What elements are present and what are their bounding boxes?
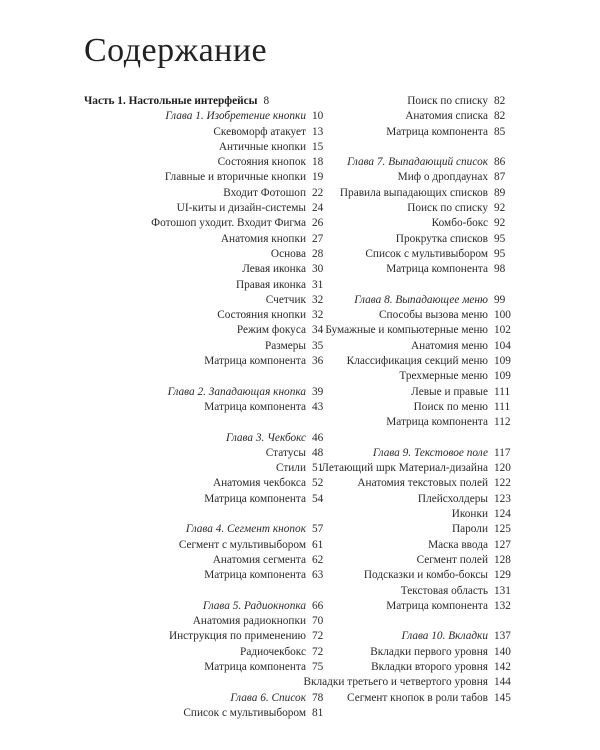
toc-entry-page: 24 — [312, 202, 324, 215]
toc-entry-title: Матрица компонента — [204, 660, 306, 673]
toc-entry-page: 15 — [312, 140, 324, 153]
toc-entry-page: 100 — [494, 309, 511, 322]
toc-entry-page: 78 — [312, 691, 324, 704]
toc-entry-title: Входит Фотошоп — [223, 186, 306, 199]
toc-item-entry[interactable] — [266, 522, 516, 537]
toc-entry-page: 111 — [494, 385, 511, 398]
toc-entry-title: Летающий шрк Материал-дизайна — [321, 462, 488, 475]
toc-item-entry[interactable] — [266, 339, 516, 354]
toc-entry-title: Анатомия текстовых полей — [357, 477, 488, 490]
toc-entry-page: 61 — [312, 538, 324, 551]
toc-entry-page: 92 — [494, 202, 506, 215]
toc-entry-page: 13 — [312, 125, 324, 138]
toc-entry-title: Матрица компонента — [204, 569, 306, 582]
toc-entry-title: Текстовая область — [400, 584, 488, 597]
toc-entry-page: 85 — [494, 125, 506, 138]
toc-entry-title: Плейсхолдеры — [417, 492, 488, 505]
toc-entry-title: Анатомия меню — [410, 339, 488, 352]
toc-item-entry[interactable] — [266, 216, 516, 231]
toc-entry-title: Маска ввода — [428, 538, 488, 551]
toc-item-entry[interactable] — [266, 308, 516, 323]
toc-entry-title: Миф о дропдаунах — [397, 171, 488, 184]
toc-entry-page: 75 — [312, 660, 324, 673]
toc-spacer — [266, 140, 516, 155]
toc-entry-title: Анатомия списка — [405, 110, 488, 123]
toc-entry-title: Левая иконка — [242, 263, 306, 276]
toc-entry-page: 129 — [494, 569, 511, 582]
toc-entry-page: 54 — [312, 492, 324, 505]
toc-entry-page: 117 — [494, 446, 511, 459]
toc-entry-page: 72 — [312, 630, 324, 643]
toc-entry-page: 81 — [312, 706, 324, 719]
toc-entry-title: Основа — [270, 247, 306, 260]
toc-entry-page: 92 — [494, 217, 506, 230]
toc-item-entry[interactable] — [266, 492, 516, 507]
toc-entry-page: 52 — [312, 477, 324, 490]
toc-item-entry[interactable] — [266, 232, 516, 247]
toc-entry-title: Матрица компонента — [386, 599, 488, 612]
toc-entry-title: Матрица компонента — [386, 263, 488, 276]
toc-entry-page: 34 — [312, 324, 324, 337]
toc-entry-title: Правила выпадающих списков — [339, 186, 488, 199]
toc-entry-page: 102 — [494, 324, 511, 337]
toc-entry-title: Скевоморф атакует — [213, 125, 306, 138]
toc-entry-page: 132 — [494, 599, 511, 612]
toc-entry-title: Вкладки первого уровня — [370, 645, 488, 658]
toc-entry-page: 125 — [494, 523, 511, 536]
toc-entry-page: 95 — [494, 232, 506, 245]
toc-entry-page: 72 — [312, 645, 324, 658]
toc-entry-title: Комбо-бокс — [431, 217, 488, 230]
toc-entry-title: Иконки — [451, 508, 488, 521]
toc-entry-page: 99 — [494, 293, 506, 306]
toc-entry-page: 137 — [494, 630, 511, 643]
toc-entry-title: Глава 1. Изобретение кнопки — [165, 110, 306, 123]
toc-entry-page: 140 — [494, 645, 511, 658]
toc-entry-title: Анатомия радиокнопки — [192, 615, 306, 628]
toc-item-entry[interactable] — [266, 247, 516, 262]
toc-entry-title: Анатомия сегмента — [212, 553, 306, 566]
toc-entry-page: 128 — [494, 553, 511, 566]
toc-chapter-entry[interactable] — [266, 629, 516, 644]
toc-entry-page: 30 — [312, 263, 324, 276]
toc-entry-page: 127 — [494, 538, 511, 551]
toc-entry-title: Список с мультивыбором — [365, 247, 488, 260]
toc-item-entry[interactable] — [266, 507, 516, 522]
toc-item-entry[interactable] — [266, 369, 516, 384]
toc-entry-page: 18 — [312, 156, 324, 169]
toc-entry-title: Глава 10. Вкладки — [401, 630, 488, 643]
toc-entry-page: 28 — [312, 247, 324, 260]
toc-entry-title: Сегмент полей — [416, 553, 488, 566]
toc-entry-page: 145 — [494, 691, 511, 704]
toc-item-entry[interactable] — [266, 170, 516, 185]
toc-entry-title: Поиск по списку — [407, 95, 488, 107]
toc-entry-title: Глава 5. Радиокнопка — [202, 599, 306, 612]
toc-entry-page: 112 — [494, 416, 511, 429]
toc-chapter-entry[interactable] — [266, 155, 516, 170]
toc-entry-title: Бумажные и компьютерные меню — [325, 324, 488, 337]
toc-item-entry[interactable] — [266, 461, 516, 476]
toc-entry-title: Инструкция по применению — [168, 630, 306, 643]
toc-item-entry[interactable] — [266, 476, 516, 491]
toc-entry-page: 63 — [312, 569, 324, 582]
toc-item-entry[interactable] — [266, 109, 516, 124]
toc-entry-title: Поиск по меню — [413, 400, 488, 413]
toc-entry-page: 87 — [494, 171, 506, 184]
toc-entry-title: Счетчик — [265, 293, 306, 306]
toc-entry-page: 131 — [494, 584, 511, 597]
toc-entry-page: 82 — [494, 95, 506, 107]
toc-entry-page: 48 — [312, 446, 324, 459]
toc-item-entry[interactable] — [266, 400, 516, 415]
toc-entry-title: Матрица компонента — [204, 492, 306, 505]
toc-entry-page: 124 — [494, 508, 511, 521]
toc-entry-page: 32 — [312, 309, 324, 322]
toc-entry-page: 26 — [312, 217, 324, 230]
toc-entry-title: Анатомия кнопки — [220, 232, 306, 245]
toc-entry-title: Список с мультивыбором — [183, 706, 306, 719]
toc-entry-page: 120 — [494, 462, 511, 475]
toc-entry-page: 51 — [312, 462, 324, 475]
toc-entry-title: Статусы — [265, 446, 306, 459]
toc-entry-title: Матрица компонента — [386, 125, 488, 138]
toc-entry-title: Вкладки третьего и четвертого уровня — [303, 676, 488, 689]
toc-item-entry[interactable] — [266, 186, 516, 201]
toc-spacer — [266, 278, 516, 293]
toc-item-entry[interactable] — [266, 415, 516, 430]
toc-entry-page: 144 — [494, 676, 511, 689]
toc-item-entry[interactable] — [266, 568, 516, 583]
toc-entry-title: Радиочекбокс — [240, 645, 306, 658]
toc-entry-page: 31 — [312, 278, 324, 291]
toc-entry-title: Классификация секций меню — [346, 355, 488, 368]
toc-entry-page: 43 — [312, 400, 324, 413]
toc-entry-title: Стили — [275, 462, 306, 475]
toc-entry-title: Правая иконка — [235, 278, 306, 291]
toc-entry-page: 27 — [312, 232, 324, 245]
toc-item-entry[interactable] — [266, 660, 516, 675]
toc-entry-title: Подсказки и комбо-боксы — [363, 569, 488, 582]
toc-column-right — [266, 94, 516, 706]
toc-item-entry[interactable] — [266, 323, 516, 338]
toc-entry-page: 109 — [494, 370, 511, 383]
toc-entry-page: 19 — [312, 171, 324, 184]
toc-item-entry[interactable] — [266, 675, 516, 690]
toc-item-entry[interactable] — [266, 538, 516, 553]
toc-entry-page: 36 — [312, 355, 324, 368]
toc-entry-page: 104 — [494, 339, 511, 352]
toc-entry-page: 62 — [312, 553, 324, 566]
toc-entry-page: 8 — [263, 95, 270, 107]
toc-entry-title: Античные кнопки — [218, 140, 306, 153]
toc-entry-title: Трехмерные меню — [399, 370, 488, 383]
toc-entry-page: 66 — [312, 599, 324, 612]
toc-entry-title: Матрица компонента — [386, 416, 488, 429]
toc-entry-title: Глава 4. Сегмент кнопок — [185, 523, 306, 536]
toc-item-entry[interactable] — [266, 385, 516, 400]
toc-entry-page: 111 — [494, 400, 511, 413]
toc-item-entry[interactable] — [266, 125, 516, 140]
toc-entry-title: Состояния кнопки — [217, 309, 306, 322]
toc-item-entry[interactable] — [266, 584, 516, 599]
toc-entry-title: Поиск по списку — [407, 202, 488, 215]
toc-entry-page: 10 — [312, 110, 324, 123]
toc-entry-title: Матрица компонента — [204, 400, 306, 413]
toc-entry-title: Глава 8. Выпадающее меню — [354, 293, 488, 306]
toc-entry-title: Прокрутка списков — [395, 232, 488, 245]
toc-entry-page: 95 — [494, 247, 506, 260]
toc-item-entry[interactable] — [84, 706, 334, 721]
toc-entry-title: Пароли — [451, 523, 488, 536]
toc-item-entry[interactable] — [266, 94, 516, 109]
toc-entry-title: Состояния кнопок — [217, 156, 306, 169]
toc-entry-title: Глава 7. Выпадающий список — [347, 156, 488, 169]
toc-entry-title: Матрица компонента — [204, 355, 306, 368]
toc-entry-title: Размеры — [264, 339, 306, 352]
toc-entry-title: Способы вызова меню — [379, 309, 488, 322]
toc-entry-page: 22 — [312, 186, 324, 199]
toc-chapter-entry[interactable] — [266, 293, 516, 308]
toc-entry-title: Сегмент с мультивыбором — [178, 538, 306, 551]
toc-entry-page: 35 — [312, 339, 324, 352]
toc-entry-page: 70 — [312, 615, 324, 628]
toc-entry-page: 82 — [494, 110, 506, 123]
toc-entry-page: 32 — [312, 293, 324, 306]
toc-entry-title: Глава 3. Чекбокс — [226, 431, 306, 444]
toc-item-entry[interactable] — [266, 599, 516, 614]
toc-entry-title: Часть 1. Настольные интерфейсы — [84, 95, 258, 107]
toc-entry-title: Вкладки второго уровня — [371, 660, 488, 673]
toc-entry-page: 57 — [312, 523, 324, 536]
toc-spacer — [266, 431, 516, 446]
toc-item-entry[interactable] — [266, 262, 516, 277]
toc-item-entry[interactable] — [266, 691, 516, 706]
toc-entry-title: Анатомия чекбокса — [212, 477, 306, 490]
toc-entry-title: Левые и правые — [411, 385, 488, 398]
toc-item-entry[interactable] — [266, 201, 516, 216]
page-title: Содержание — [84, 32, 268, 69]
toc-item-entry[interactable] — [266, 553, 516, 568]
toc-item-entry[interactable] — [266, 645, 516, 660]
toc-entry-title: Сегмент кнопок в роли табов — [347, 691, 488, 704]
toc-entry-page: 122 — [494, 477, 511, 490]
toc-entry-page: 142 — [494, 660, 511, 673]
toc-entry-page: 109 — [494, 355, 511, 368]
toc-entry-title: Глава 9. Текстовое поле — [372, 446, 488, 459]
toc-entry-page: 86 — [494, 156, 506, 169]
toc-entry-page: 123 — [494, 492, 511, 505]
toc-entry-title: Главные и вторичные кнопки — [164, 171, 306, 184]
toc-entry-title: UI-киты и дизайн-системы — [176, 202, 306, 215]
toc-entry-title: Режим фокуса — [236, 324, 306, 337]
toc-entry-title: Фотошоп уходит. Входит Фигма — [151, 217, 306, 230]
toc-entry-page: 89 — [494, 186, 506, 199]
toc-entry-title: Глава 2. Западающая кнопка — [167, 385, 306, 398]
toc-entry-page: 46 — [312, 431, 324, 444]
toc-entry-page: 39 — [312, 385, 324, 398]
toc-entry-page: 98 — [494, 263, 506, 276]
toc-chapter-entry[interactable] — [266, 446, 516, 461]
toc-spacer — [266, 614, 516, 629]
toc-item-entry[interactable] — [266, 354, 516, 369]
toc-entry-title: Глава 6. Список — [230, 691, 306, 704]
